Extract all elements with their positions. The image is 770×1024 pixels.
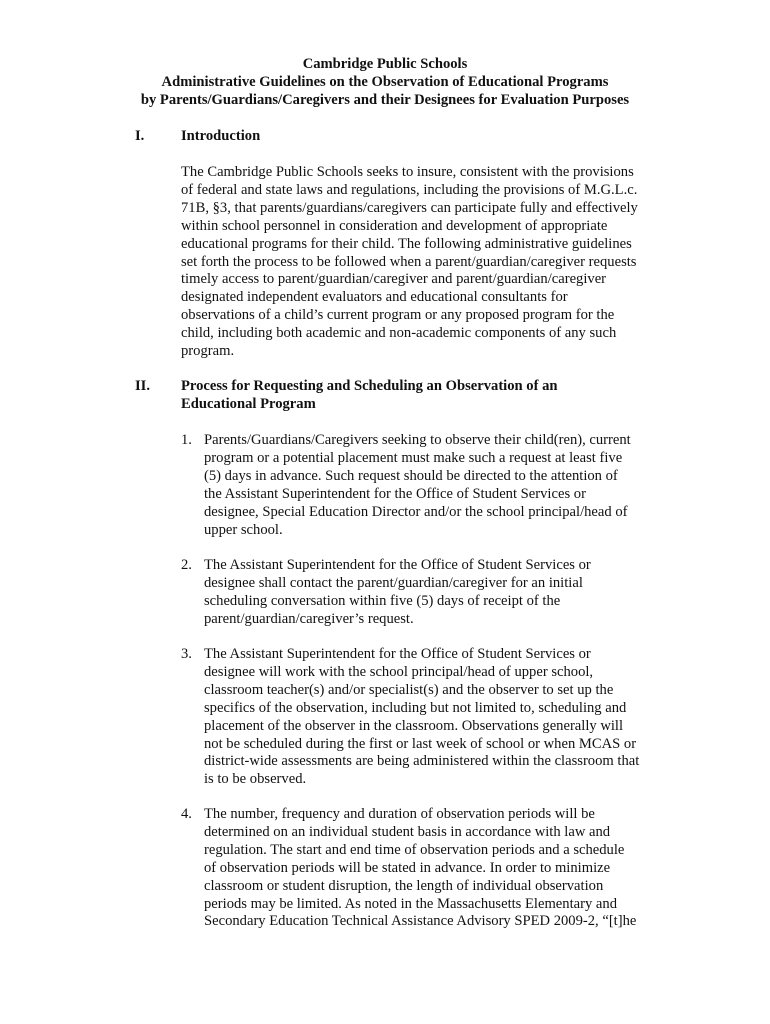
- intro-line: of federal and state laws and regulations, including the provisions of M.G.L.c.: [181, 181, 638, 198]
- section-2-title-line: Educational Program: [181, 395, 316, 412]
- list-item-line: of observation periods will be stated in advance. In order to minimize: [204, 859, 611, 876]
- intro-line: set forth the process to be followed when a parent/guardian/caregiver requests: [181, 253, 637, 270]
- list-item-line: placement of the observer in the classroom. Observations generally will: [204, 717, 624, 734]
- list-item-line: The number, frequency and duration of observation periods will be: [204, 806, 595, 822]
- list-item-number: 1.: [181, 432, 192, 448]
- section-1-number: I.: [135, 128, 145, 144]
- list-item-line: designee will work with the school principal/head of upper school,: [204, 663, 594, 680]
- document-header: [0, 56, 770, 110]
- header-line-3: by Parents/Guardians/Caregivers and their Designees for Evaluation Purposes: [140, 91, 630, 108]
- list-item-line: The Assistant Superintendent for the Office of Student Services or: [204, 557, 591, 573]
- list-item-line: classroom or student disruption, the length of individual observation: [204, 877, 604, 894]
- list-item-line: upper school.: [204, 521, 283, 538]
- list-item-line: Parents/Guardians/Caregivers seeking to observe their child(ren), current: [204, 432, 631, 448]
- list-item-text: [204, 432, 674, 539]
- header-line-2: Administrative Guidelines on the Observation of Educational Programs: [161, 73, 609, 90]
- header-line-1: Cambridge Public Schools: [302, 56, 468, 72]
- list-item-line: periods may be limited. As noted in the Massachusetts Elementary and: [204, 895, 617, 912]
- intro-line: timely access to parent/guardian/caregiver and parent/guardian/caregiver: [181, 271, 607, 288]
- list-item-number: 4.: [181, 806, 192, 822]
- list-item-line: designee shall contact the parent/guardian/caregiver for an initial: [204, 574, 583, 591]
- list-item-line: not be scheduled during the first or last week of school or when MCAS or: [204, 735, 637, 752]
- intro-line: within school personnel in consideration and development of appropriate: [181, 217, 608, 234]
- list-item-line: specifics of the observation, including but not limited to, scheduling and: [204, 699, 627, 716]
- list-item-line: the Assistant Superintendent for the Office of Student Services or: [204, 485, 586, 502]
- section-2-number: II.: [135, 378, 151, 394]
- list-item-line: district-wide assessments are being administered within the classroom that: [204, 753, 640, 770]
- list-item-line: program or a potential placement must make such a request at least five: [204, 449, 623, 466]
- section-2-title-line: Process for Requesting and Scheduling an Observation of an: [181, 378, 558, 394]
- section-1-title-line: Introduction: [181, 128, 261, 144]
- list-item-text: [204, 557, 674, 629]
- list-item-line: Secondary Education Technical Assistance Advisory SPED 2009-2, “[t]he: [204, 913, 637, 930]
- intro-line: child, including both academic and non-academic components of any such: [181, 325, 617, 342]
- list-item-line: scheduling conversation within five (5) days of receipt of the: [204, 592, 561, 609]
- list-item-line: designee, Special Education Director and/or the school principal/head of: [204, 503, 628, 520]
- list-item-line: is to be observed.: [204, 771, 307, 788]
- section-2-title: [181, 378, 661, 414]
- intro-line: program.: [181, 343, 235, 360]
- introduction-paragraph: [181, 164, 661, 361]
- intro-line: observations of a child’s current program or any proposed program for the: [181, 307, 615, 324]
- list-item-text: [204, 806, 674, 931]
- list-item-line: The Assistant Superintendent for the Office of Student Services or: [204, 646, 591, 662]
- list-item-line: parent/guardian/caregiver’s request.: [204, 610, 414, 627]
- list-item-line: regulation. The start and end time of observation periods and a schedule: [204, 841, 625, 858]
- list-item-number: 2.: [181, 557, 192, 573]
- section-1-title: [181, 128, 661, 146]
- intro-line: The Cambridge Public Schools seeks to insure, consistent with the provisions: [181, 164, 634, 180]
- list-item-line: determined on an individual student basis in accordance with law and: [204, 823, 611, 840]
- list-item-line: (5) days in advance. Such request should be directed to the attention of: [204, 467, 618, 484]
- list-item-line: classroom teacher(s) and/or specialist(s) and the observer to set up the: [204, 681, 614, 698]
- list-item-number: 3.: [181, 646, 192, 662]
- intro-line: designated independent evaluators and educational consultants for: [181, 289, 568, 306]
- list-item-text: [204, 646, 674, 789]
- intro-line: educational programs for their child. The following administrative guidelines: [181, 235, 632, 252]
- intro-line: 71B, §3, that parents/guardians/caregivers can participate fully and effectively: [181, 199, 638, 216]
